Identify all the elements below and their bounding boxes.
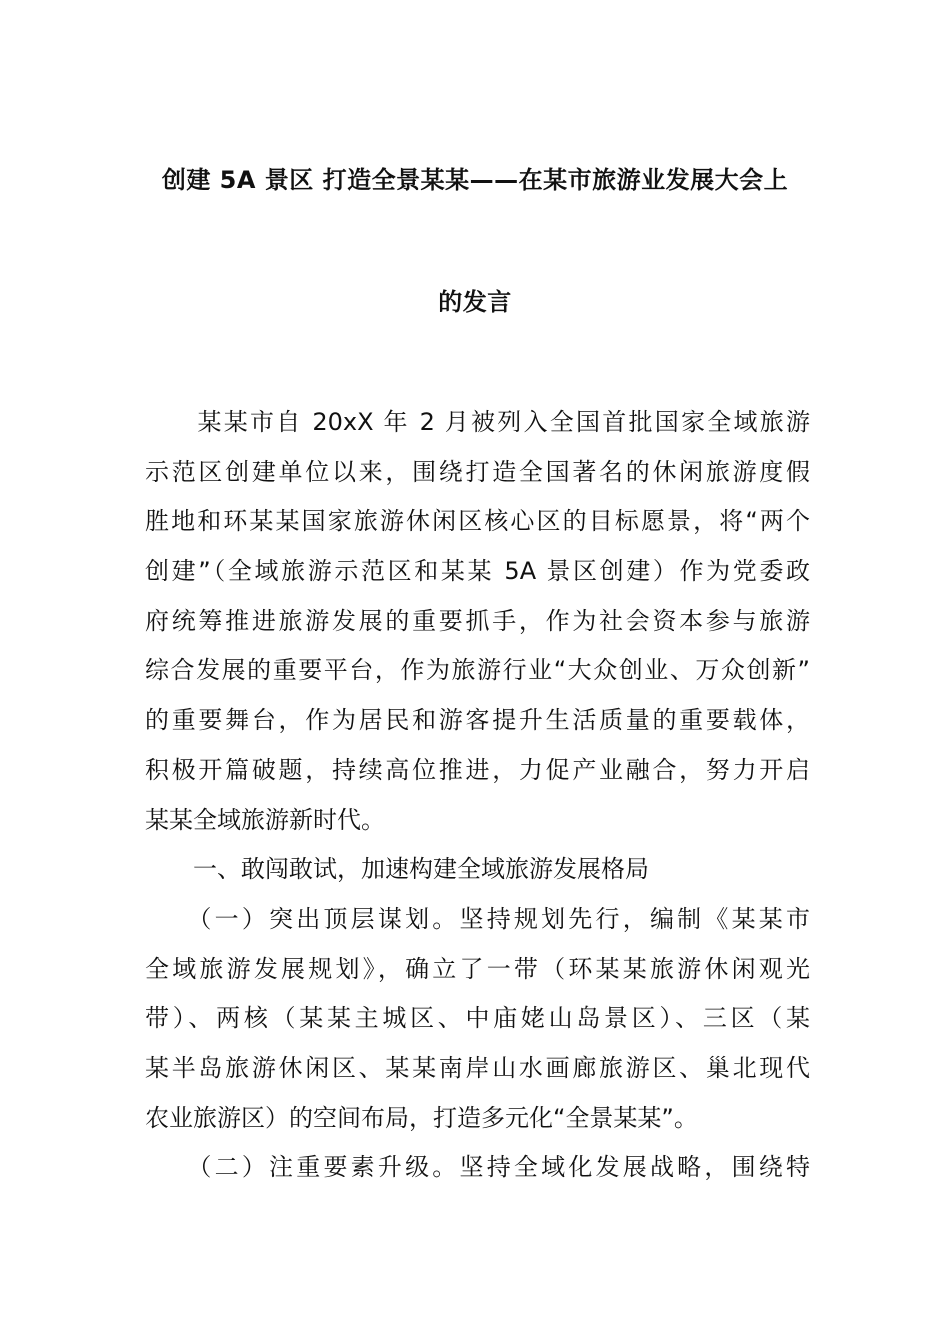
body-text-line: 积极开篇破题，持续高位推进，力促产业融合，努力开启 [145,755,810,784]
body-text-line: （一）突出顶层谋划。坚持规划先行，编制《某某市 [145,904,810,933]
body-text-line: 农业旅游区）的空间布局，打造多元化“全景某某”。 [145,1103,698,1132]
document-body [145,398,810,1193]
body-text-line: 示范区创建单位以来，围绕打造全国著名的休闲旅游度假 [145,457,810,486]
body-text-line: （二）注重要素升级。坚持全域化发展战略，围绕特 [145,1153,810,1182]
body-text-line: 全域旅游发展规划》，确立了一带（环某某旅游休闲观光 [145,954,810,983]
body-text-line: 带）、两核（某某主城区、中庙姥山岛景区）、三区（某 [145,1004,810,1033]
body-text-line: 胜地和环某某国家旅游休闲区核心区的目标愿景，将“两个 [145,507,810,536]
document-title-line-2: 的发言 [438,288,512,316]
body-text-line: 府统筹推进旅游发展的重要抓手，作为社会资本参与旅游 [145,606,810,635]
body-text-line: 的重要舞台，作为居民和游客提升生活质量的重要载体， [145,706,810,735]
body-text-line: 某某全域旅游新时代。 [145,805,385,834]
body-text-line: 某某市自 20xX 年 2 月被列入全国首批国家全域旅游 [145,408,810,436]
body-text-line: 创建”（全域旅游示范区和某某 5A 景区创建）作为党委政 [145,557,810,586]
body-text-line: 一、敢闯敢试，加速构建全域旅游发展格局 [145,855,649,884]
document-title-line-1: 创建 5A 景区 打造全景某某——在某市旅游业发展大会上 [161,166,789,194]
body-text-line: 某半岛旅游休闲区、某某南岸山水画廊旅游区、巢北现代 [145,1053,810,1082]
body-text-line: 综合发展的重要平台，作为旅游行业“大众创业、万众创新” [145,656,810,685]
